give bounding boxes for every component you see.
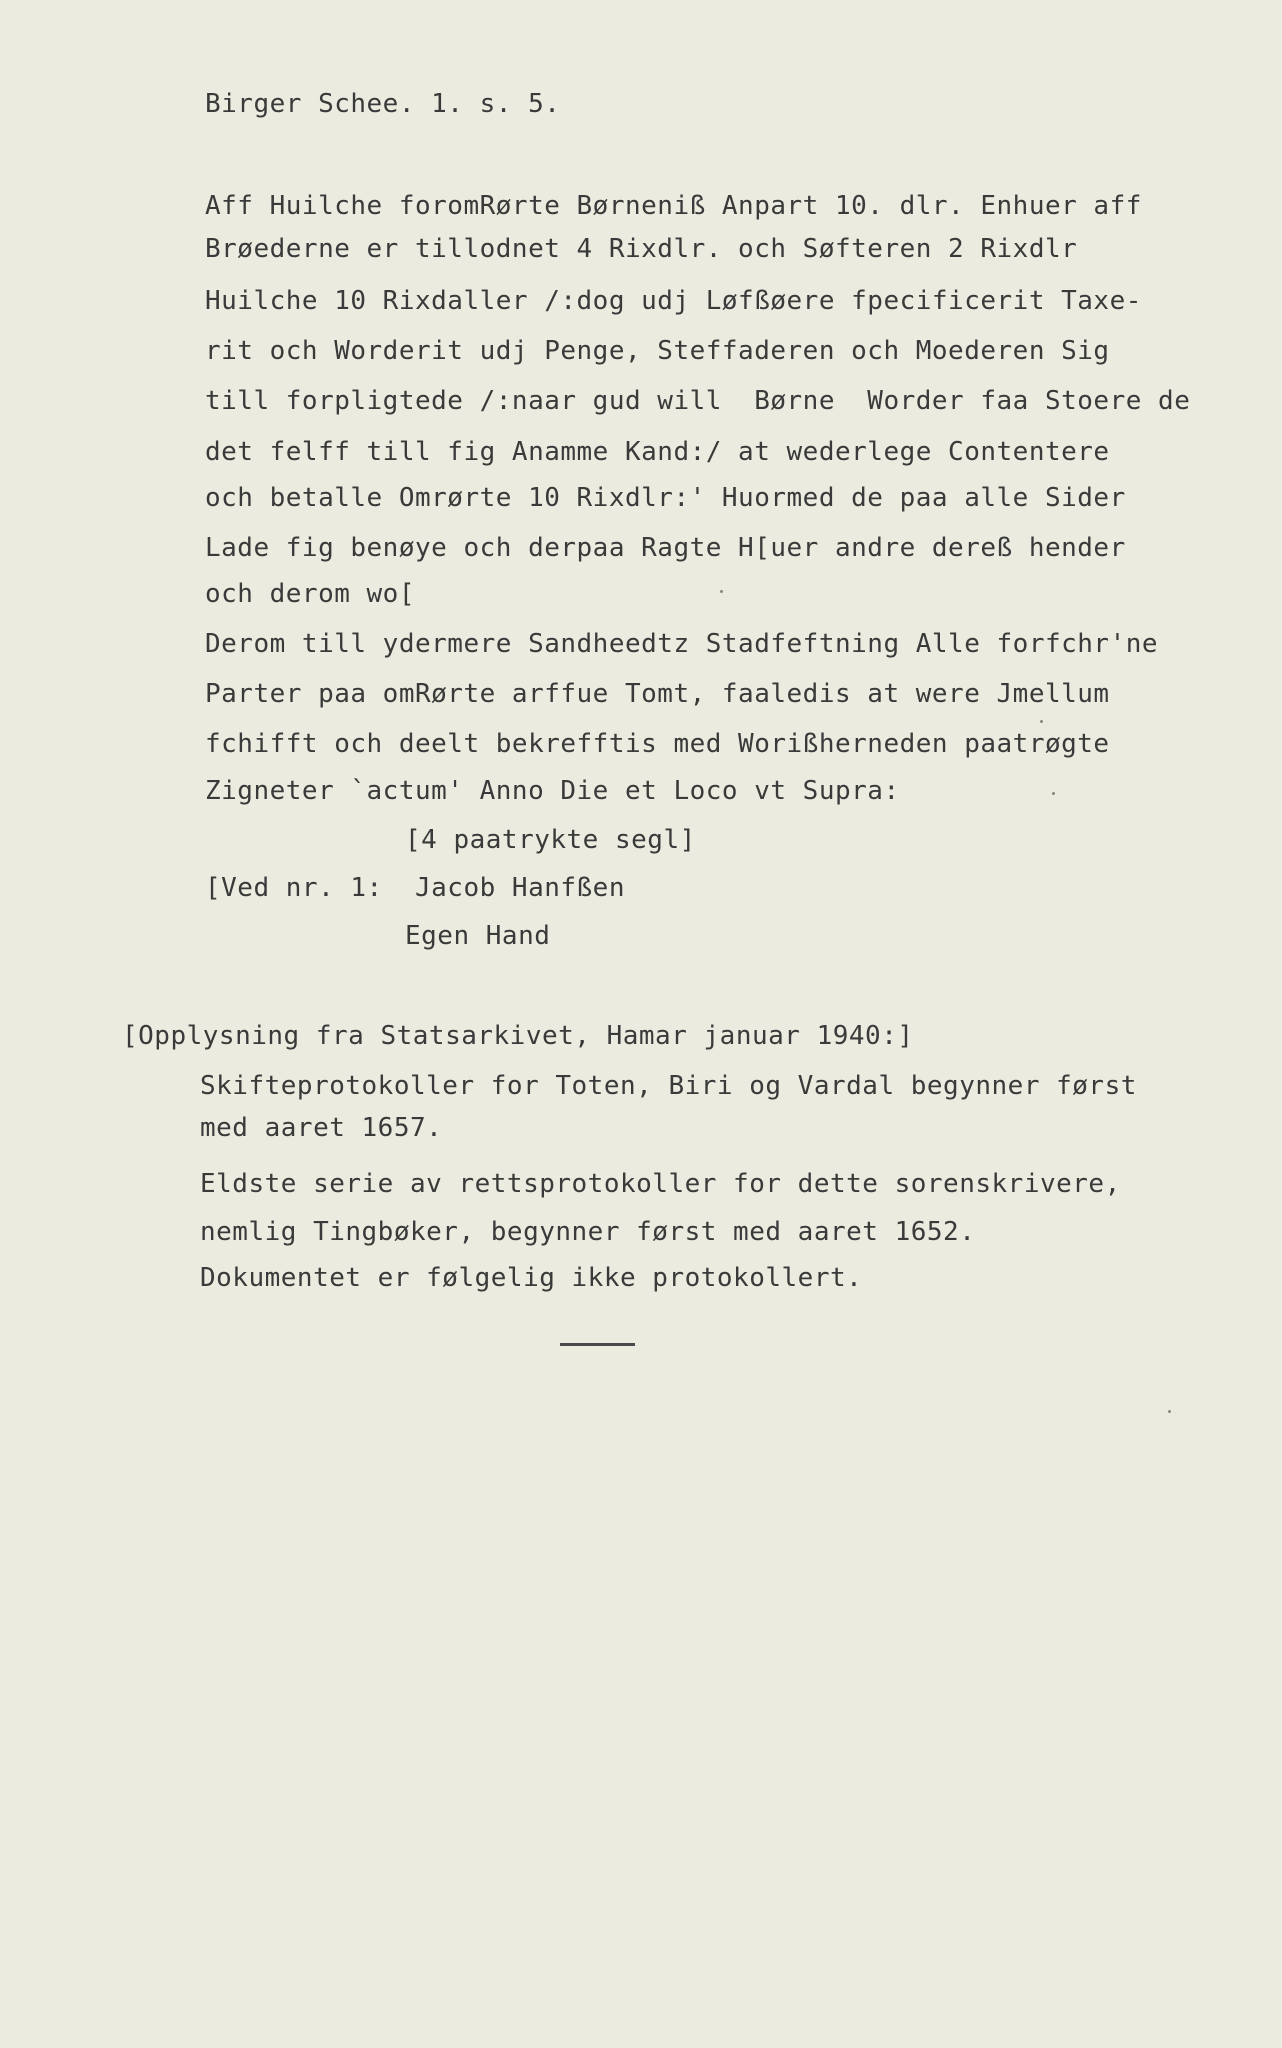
note-line: nemlig Tingbøker, begynner først med aaret 1652. bbox=[200, 1217, 976, 1247]
body-line: Aff Huilche foromRørte Børneniß Anpart 10. dlr. Enhuer aff bbox=[205, 191, 1142, 221]
body-line: Zigneter `actum' Anno Die et Loco vt Supra: bbox=[205, 776, 900, 806]
separator-rule bbox=[560, 1343, 635, 1346]
paper-speck bbox=[1052, 792, 1055, 795]
body-line: Huilche 10 Rixdaller /:dog udj Løfßøere fpecificerit Taxe- bbox=[205, 286, 1142, 316]
body-line: fchifft och deelt bekrefftis med Worißherneden paatrøgte bbox=[205, 729, 1110, 759]
paper-speck bbox=[1040, 720, 1043, 723]
body-line: och betalle Omrørte 10 Rixdlr:' Huormed de paa alle Sider bbox=[205, 483, 1126, 513]
body-line: Lade fig benøye och derpaa Ragte H[uer andre dereß hender bbox=[205, 533, 1126, 563]
body-line: Brøederne er tillodnet 4 Rixdlr. och Søfteren 2 Rixdlr bbox=[205, 234, 1078, 264]
note-line: Eldste serie av rettsprotokoller for dette sorenskrivere, bbox=[200, 1169, 1121, 1199]
note-heading: [Opplysning fra Statsarkivet, Hamar januar 1940:] bbox=[122, 1021, 914, 1051]
body-line: rit och Worderit udj Penge, Steffaderen och Moederen Sig bbox=[205, 336, 1110, 366]
note-line: med aaret 1657. bbox=[200, 1113, 443, 1143]
signature-label: [Ved nr. 1: Jacob Hanfßen bbox=[205, 873, 625, 903]
seal-note: [4 paatrykte segl] bbox=[405, 825, 696, 855]
note-line: Dokumentet er følgelig ikke protokollert. bbox=[200, 1263, 863, 1293]
body-line: Parter paa omRørte arffue Tomt, faaledis at were Jmellum bbox=[205, 679, 1110, 709]
document-header: Birger Schee. 1. s. 5. bbox=[205, 89, 561, 119]
body-line: till forpligtede /:naar gud will Børne Worder faa Stoere de bbox=[205, 386, 1191, 416]
paper-speck bbox=[1168, 1410, 1171, 1413]
body-line: det felff till fig Anamme Kand:/ at wederlege Contentere bbox=[205, 437, 1110, 467]
body-line: Derom till ydermere Sandheedtz Stadfeftning Alle forfchr'ne bbox=[205, 629, 1159, 659]
body-line: och derom wo[ bbox=[205, 579, 415, 609]
paper-speck bbox=[720, 590, 723, 593]
signature-line: Egen Hand bbox=[405, 921, 551, 951]
note-line: Skifteprotokoller for Toten, Biri og Vardal begynner først bbox=[200, 1071, 1137, 1101]
